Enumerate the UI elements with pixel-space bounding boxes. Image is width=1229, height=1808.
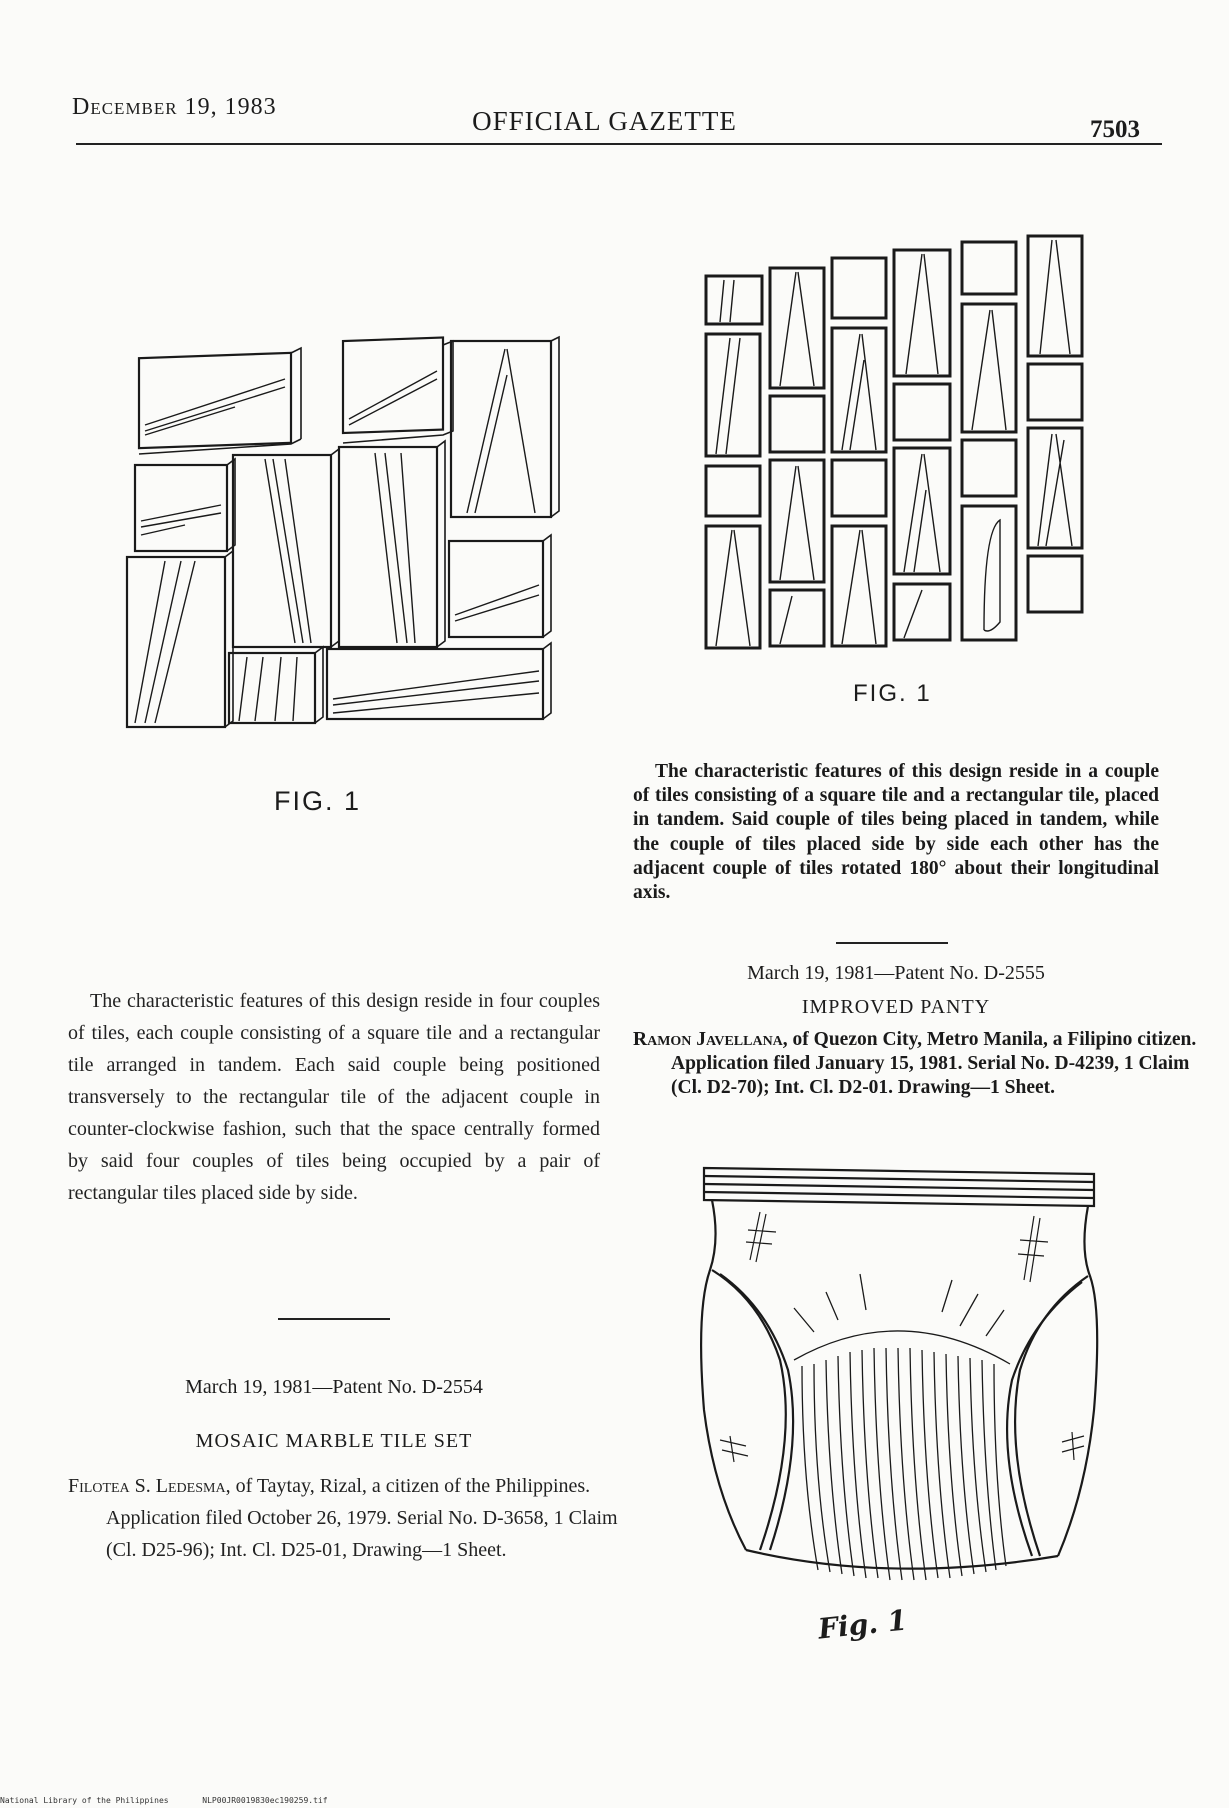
marble-veins <box>135 349 539 723</box>
left-patent-line: March 19, 1981—Patent No. D-2554 <box>185 1376 483 1398</box>
left-patent-title: MOSAIC MARBLE TILE SET <box>195 1430 473 1452</box>
header-title <box>0 106 1229 137</box>
right-inventor <box>633 1028 1197 1101</box>
right-inventor-name: Ramon Javellana <box>633 1029 783 1050</box>
mosaic-tile-drawing-left <box>115 335 555 745</box>
gather-pleats <box>794 1274 1010 1580</box>
header-rule <box>76 143 1162 145</box>
page-number: 7503 <box>1090 116 1140 143</box>
figure-caption-left: FIG. 1 <box>274 786 362 816</box>
right-inventor-details: , of Quezon City, Metro Manila, a Filipino citizen. Application filed January 15, 1981. Serial No. D-4239, 1 Claim (Cl. D2-70); Int. Cl. D2-01. Drawing—1 Sheet. <box>671 1029 1197 1099</box>
figure-caption-right: FIG. 1 <box>853 680 932 707</box>
left-inventor-details: , of Taytay, Rizal, a citizen of the Philippines. Application filed October 26, 1979. Serial No. D-3658, 1 Claim (Cl. D25-96); Int. Cl. D25-01, Drawing—1 Sheet. <box>106 1475 618 1561</box>
header-title-text: OFFICIAL GAZETTE <box>472 106 737 136</box>
panty-drawing <box>690 1160 1110 1600</box>
footer-file: NLP00JR0019830ec190259.tif <box>202 1796 328 1805</box>
footer-source: National Library of the Philippines <box>0 1796 169 1805</box>
right-separator <box>836 942 948 944</box>
figure-signature: Fig. 1 <box>816 1603 909 1646</box>
footer <box>0 1796 328 1805</box>
left-description: The characteristic features of this design reside in four couples of tiles, each couple consisting of a square tile and a rectangular tile arranged in tandem. Each said couple being positioned transversely to the rectangular tile of the adjacent couple in counter-clockwise fashion, such that the space centrally formed by said four couples of tiles being occupied by a pair of rectangular tiles placed side by side. <box>68 990 600 1204</box>
left-separator <box>278 1318 390 1320</box>
right-patent-title: IMPROVED PANTY <box>801 996 991 1018</box>
right-patent-line: March 19, 1981—Patent No. D-2555 <box>747 962 1045 984</box>
right-description: The characteristic features of this design reside in a couple of tiles consisting of a square tile and a rectangular tile, placed in tandem. Said couple of tiles being placed in tandem, while the couple of tiles placed side by side each other has the adjacent couple of tiles rotated 180° about their longitudinal axis. <box>633 761 1159 904</box>
tile-grid <box>706 236 1082 648</box>
left-inventor <box>68 1470 638 1566</box>
mosaic-tile-drawing-right <box>700 230 1095 650</box>
left-inventor-name: Filotea S. Ledesma <box>68 1475 226 1497</box>
waistband <box>704 1168 1094 1206</box>
header-date: December 19, 1983 <box>72 94 277 120</box>
